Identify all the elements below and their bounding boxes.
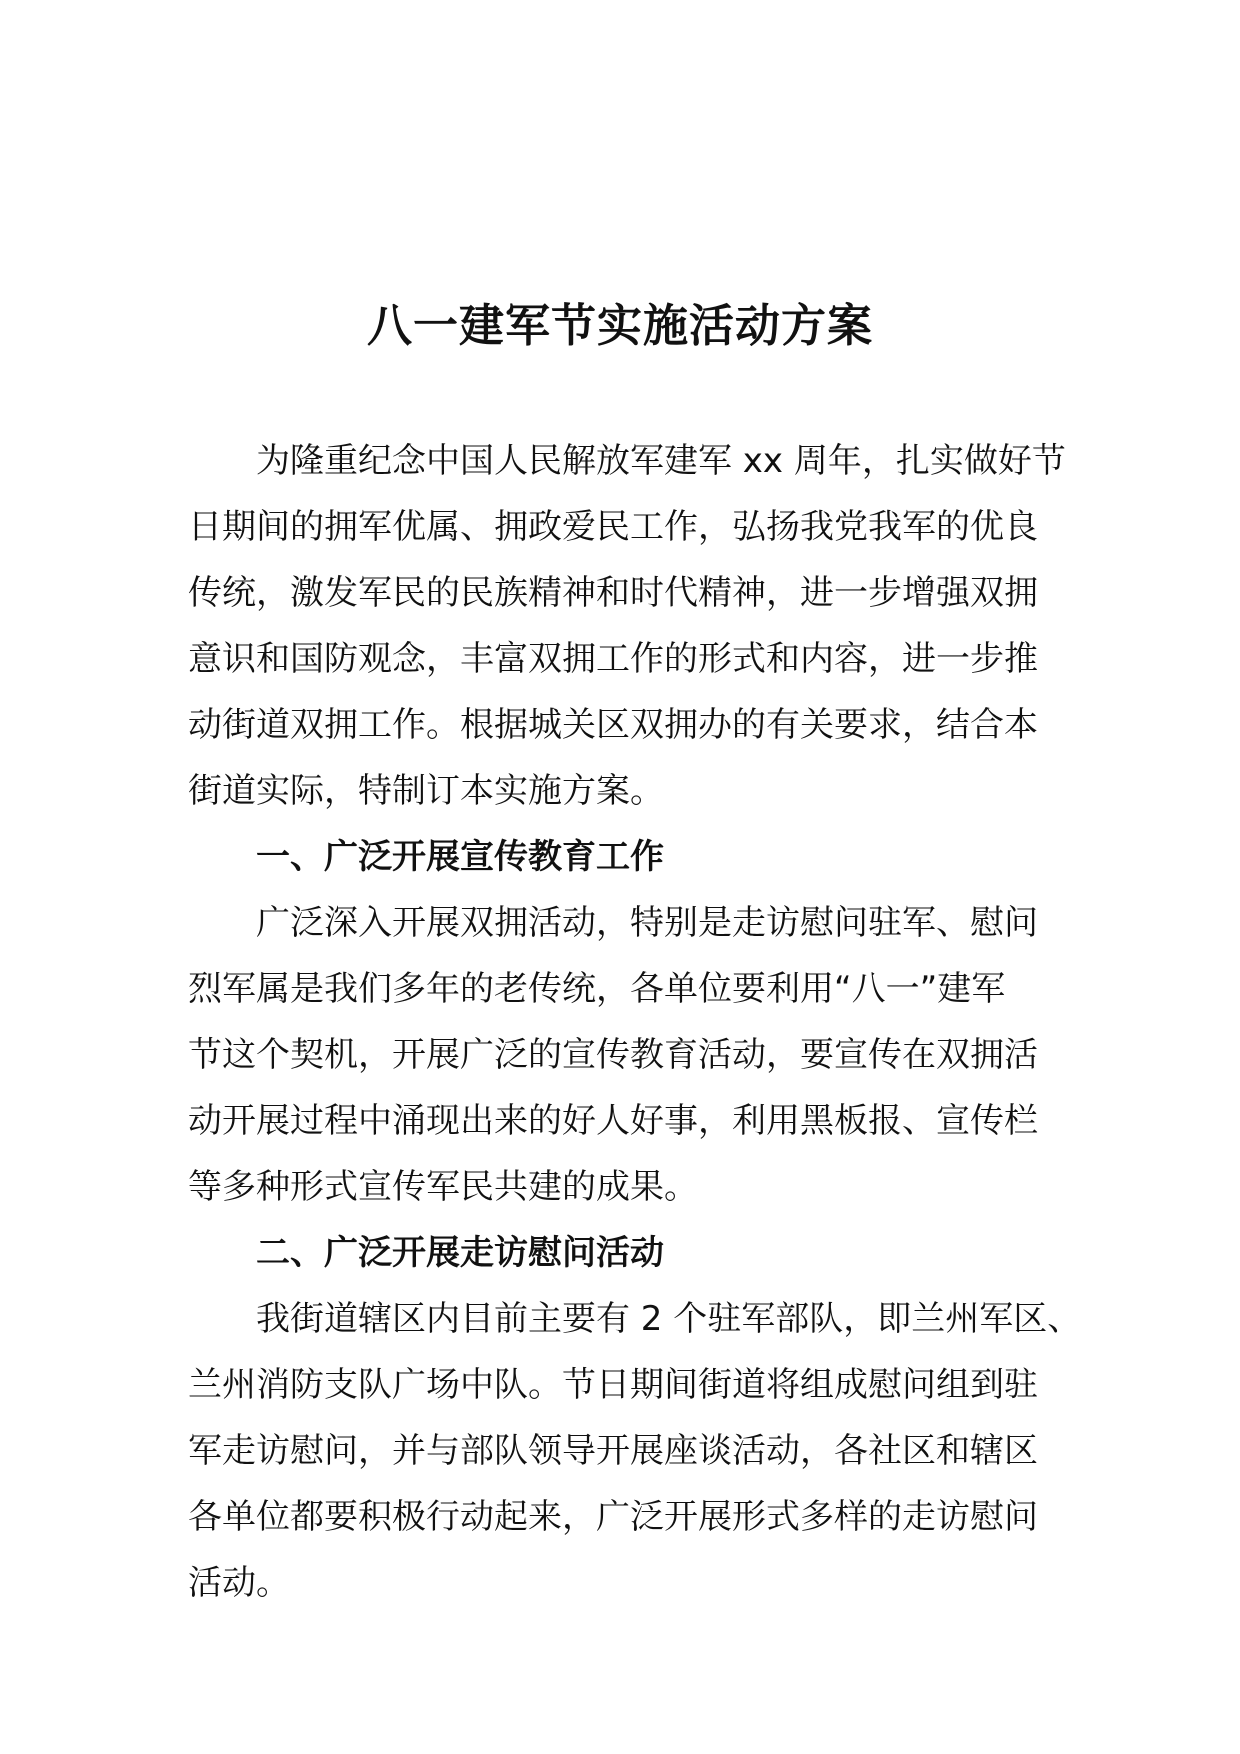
paragraph-line: 日期间的拥军优属、拥政爱民工作，弘扬我党我军的优良 [188,507,1038,547]
paragraph-line: 为隆重纪念中国人民解放军建军 xx 周年，扎实做好节 [256,441,1066,481]
paragraph-line: 烈军属是我们多年的老传统，各单位要利用“八一”建军 [188,969,1006,1009]
paragraph-line: 动开展过程中涌现出来的好人好事，利用黑板报、宣传栏 [188,1101,1038,1141]
section-1-paragraph [188,890,1052,1220]
paragraph-line: 军走访慰问，并与部队领导开展座谈活动，各社区和辖区 [188,1431,1038,1471]
section-heading-2: 二、广泛开展走访慰问活动 [256,1233,664,1273]
document-title: 八一建军节实施活动方案 [366,299,873,352]
paragraph-line: 街道实际，特制订本实施方案。 [188,771,664,811]
paragraph-line: 我街道辖区内目前主要有 2 个驻军部队，即兰州军区、 [256,1299,1082,1339]
intro-paragraph [188,428,1066,824]
document-body [188,428,1082,1616]
paragraph-line: 广泛深入开展双拥活动，特别是走访慰问驻军、慰问 [256,903,1038,943]
section-2-paragraph [188,1286,1082,1616]
section-heading-1: 一、广泛开展宣传教育工作 [256,837,664,877]
paragraph-line: 兰州消防支队广场中队。节日期间街道将组成慰问组到驻 [188,1365,1038,1405]
paragraph-line: 传统，激发军民的民族精神和时代精神，进一步增强双拥 [188,573,1038,613]
paragraph-line: 等多种形式宣传军民共建的成果。 [188,1167,698,1207]
paragraph-line: 意识和国防观念，丰富双拥工作的形式和内容，进一步推 [188,639,1038,679]
paragraph-line: 各单位都要积极行动起来，广泛开展形式多样的走访慰问 [188,1497,1038,1537]
paragraph-line: 节这个契机，开展广泛的宣传教育活动，要宣传在双拥活 [188,1035,1038,1075]
paragraph-line: 活动。 [188,1563,290,1603]
paragraph-line: 动街道双拥工作。根据城关区双拥办的有关要求，结合本 [188,705,1038,745]
